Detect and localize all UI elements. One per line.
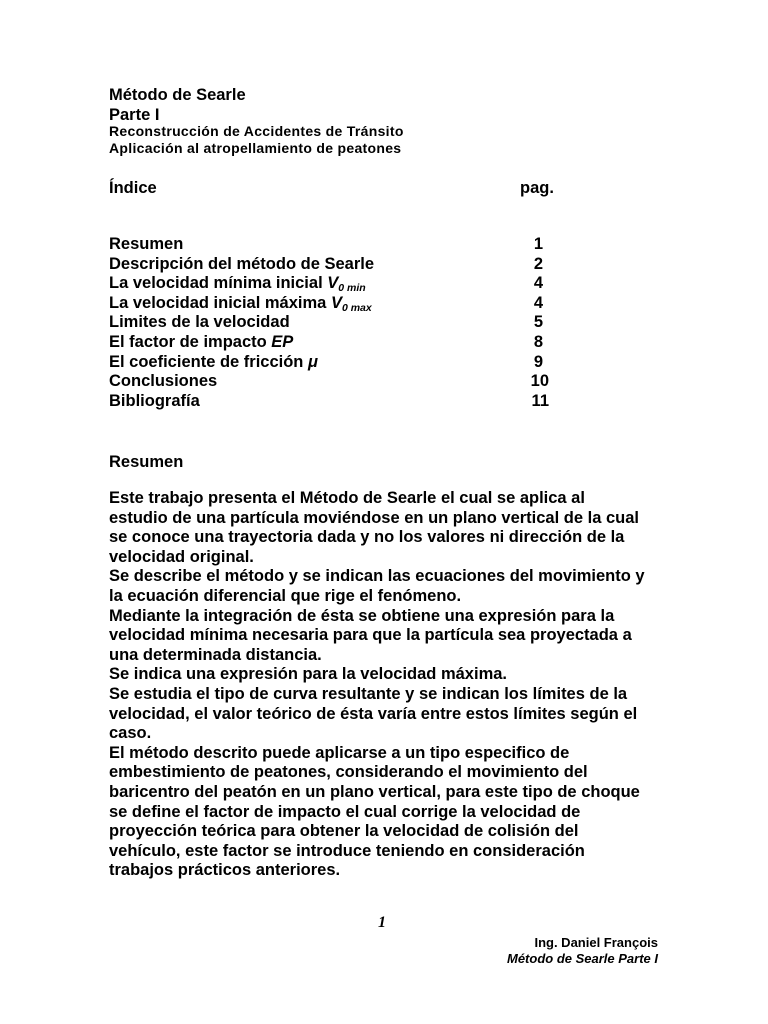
symbol-mu: μ (307, 352, 318, 371)
toc-label: La velocidad inicial máxima $V_{0 max}$ (109, 293, 372, 314)
toc-row (109, 255, 569, 275)
footer-doc-title: Método de Searle Parte I (507, 951, 658, 966)
symbol-ep: EP (271, 332, 294, 351)
toc-row (109, 235, 569, 255)
toc-page: 10 (530, 372, 549, 391)
toc-label: La velocidad mínima inicial $V_{0 min}$ (109, 274, 366, 295)
summary-heading: Resumen (109, 453, 184, 471)
summary-body (109, 489, 669, 881)
toc-row (109, 372, 569, 392)
body-line: baricentro del peatón en un plano vertical, para este tipo de choque (109, 782, 640, 801)
body-line: caso. (109, 724, 152, 743)
page-footer (507, 935, 658, 967)
body-line: Se indica una expresión para la velocidad máxima. (109, 665, 507, 684)
body-line: una determinada distancia. (109, 645, 322, 664)
body-line: embestimiento de peatones, considerando el movimiento del (109, 763, 588, 782)
title-line-1: Método de Searle (109, 86, 246, 104)
toc-label: Conclusiones (109, 372, 218, 391)
toc-row (109, 333, 569, 353)
document-title (109, 85, 246, 125)
body-line: El método descrito puede aplicarse a un tipo especifico de (109, 743, 570, 762)
toc-row (109, 274, 569, 294)
toc-row (109, 353, 569, 373)
body-line: vehículo, este factor se introduce teniendo en consideración (109, 841, 585, 860)
footer-author: Ing. Daniel François (534, 935, 658, 950)
body-line: Mediante la integración de ésta se obtiene una expresión para la (109, 606, 615, 625)
toc-label: El factor de impacto EP (109, 332, 294, 351)
symbol-v: V (327, 274, 339, 293)
body-line: proyección teórica para obtener la velocidad de colisión del (109, 822, 579, 841)
subtitle-line-2: Aplicación al atropellamiento de peatones (109, 140, 402, 156)
subscript: 0 min (338, 282, 366, 295)
body-line: se conoce una trayectoria dada y no los valores ni dirección de la (109, 528, 625, 547)
toc-row (109, 294, 569, 314)
body-line: velocidad original. (109, 547, 254, 566)
table-of-contents (109, 235, 569, 411)
body-line: Este trabajo presenta el Método de Searle el cual se aplica al (109, 489, 585, 507)
document-subtitle (109, 123, 404, 157)
toc-label: Limites de la velocidad (109, 313, 290, 332)
body-line: Se estudia el tipo de curva resultante y se indican los límites de la (109, 684, 628, 703)
toc-page: 4 (533, 293, 543, 312)
body-line: Se describe el método y se indican las ecuaciones del movimiento y (109, 567, 645, 586)
body-line: la ecuación diferencial que rige el fenómeno. (109, 586, 462, 605)
page-number: 1 (378, 914, 386, 931)
toc-row (109, 313, 569, 333)
toc-label: Resumen (109, 235, 184, 253)
toc-label: Bibliografía (109, 391, 200, 410)
index-heading: Índice (109, 179, 157, 197)
toc-page: 11 (531, 391, 549, 410)
toc-page: 4 (533, 274, 543, 293)
toc-page: 1 (533, 235, 543, 253)
body-line: estudio de una partícula moviéndose en un plano vertical de la cual (109, 508, 639, 527)
toc-page: 9 (533, 352, 543, 371)
toc-page: 5 (533, 313, 543, 332)
title-line-2: Parte I (109, 106, 160, 124)
body-line: se define el factor de impacto el cual corrige la velocidad de (109, 802, 581, 821)
toc-row (109, 392, 569, 412)
body-line: trabajos prácticos anteriores. (109, 861, 341, 880)
subtitle-line-1: Reconstrucción de Accidentes de Tránsito (109, 123, 404, 139)
toc-page: 8 (533, 332, 543, 351)
toc-page: 2 (533, 254, 543, 273)
body-line: velocidad mínima necesaria para que la partícula sea proyectada a (109, 626, 632, 645)
index-page-heading: pag. (520, 179, 554, 197)
subscript: 0 max (341, 301, 372, 314)
symbol-v: V (330, 293, 342, 312)
toc-label: Descripción del método de Searle (109, 254, 374, 273)
toc-label: El coeficiente de fricción μ (109, 352, 318, 371)
body-line: velocidad, el valor teórico de ésta varía entre estos límites según el (109, 704, 638, 723)
